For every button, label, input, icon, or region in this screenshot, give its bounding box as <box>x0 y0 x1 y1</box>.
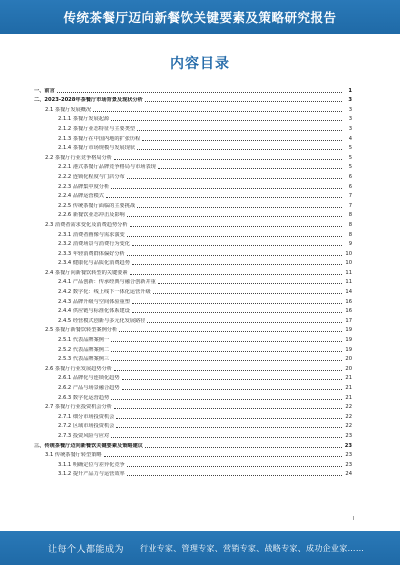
toc-entry[interactable] <box>34 151 352 161</box>
toc-entry-page: 7 <box>348 202 352 209</box>
toc-leader-dots <box>137 130 342 131</box>
toc-entry-title: 2.4.1 产品创新：传承经典与融合创新并重 <box>58 279 156 286</box>
toc-entry[interactable] <box>34 429 352 439</box>
toc-leader-dots <box>93 111 342 112</box>
toc-entry[interactable] <box>34 449 352 459</box>
toc-leader-dots <box>57 92 342 93</box>
toc-entry-page: 23 <box>344 442 352 449</box>
toc-entry-page: 23 <box>345 461 352 468</box>
toc-leader-dots <box>106 197 342 198</box>
toc-entry[interactable] <box>34 94 352 104</box>
toc-entry-title: 3.1.1 明确定位与差异化竞争 <box>58 461 125 468</box>
toc-entry-page: 8 <box>348 212 352 219</box>
toc-entry[interactable] <box>34 468 352 478</box>
toc-entry-title: 2.1.4 茶餐厅市场规模与发展现状 <box>58 145 136 152</box>
toc-leader-dots <box>130 226 342 227</box>
toc-entry[interactable] <box>34 180 352 190</box>
toc-entry[interactable] <box>34 238 352 248</box>
toc-leader-dots <box>132 312 342 313</box>
page-number: I <box>352 516 354 522</box>
toc-entry[interactable] <box>34 381 352 391</box>
table-of-contents <box>34 84 352 477</box>
report-title: 传统茶餐厅迈向新餐饮关键要素及策略研究报告 <box>63 10 337 25</box>
toc-entry-page: 10 <box>345 250 352 257</box>
toc-entry[interactable] <box>34 218 352 228</box>
toc-leader-dots <box>132 264 342 265</box>
toc-entry[interactable] <box>34 401 352 411</box>
toc-leader-dots <box>158 283 342 284</box>
toc-entry-title: 2.2.6 新餐饮业态冲击及影响 <box>58 212 125 219</box>
toc-entry-title: 2.3.2 消费场景与消费行为变化 <box>58 241 130 248</box>
toc-entry[interactable] <box>34 314 352 324</box>
toc-entry-title: 2.1.3 茶餐厅在中国内地的扩张历程 <box>58 135 141 142</box>
toc-entry[interactable] <box>34 285 352 295</box>
toc-entry[interactable] <box>34 324 352 334</box>
toc-entry-page: 9 <box>348 241 352 248</box>
toc-entry-title: 二、2023-2028年茶餐厅市场背景及现状分析 <box>34 97 143 104</box>
toc-leader-dots <box>127 236 342 237</box>
toc-entry[interactable] <box>34 142 352 152</box>
footer-experts: 行业专家、管理专家、营销专家、战略专家、成功企业家…… <box>140 543 365 553</box>
toc-entry-page: 19 <box>345 346 352 353</box>
toc-entry-page: 17 <box>345 317 352 324</box>
toc-entry-title: 2.4 茶餐厅向新餐饮转型的关键要素 <box>45 269 128 276</box>
toc-leader-dots <box>111 120 342 121</box>
toc-leader-dots <box>111 351 342 352</box>
toc-entry-title: 2.7.1 细分市场投资机会 <box>58 413 115 420</box>
toc-entry-page: 21 <box>345 375 352 382</box>
toc-entry-page: 6 <box>348 183 352 190</box>
toc-entry-title: 2.2.5 传统茶餐厅面临的主要挑战 <box>58 202 136 209</box>
toc-entry-page: 3 <box>348 125 352 132</box>
toc-entry-title: 2.6.2 产品与场景融合趋势 <box>58 385 120 391</box>
toc-leader-dots <box>122 389 342 390</box>
toc-entry-page: 24 <box>345 471 352 478</box>
toc-entry-title: 2.5.1 代表品牌案例一 <box>58 337 110 344</box>
toc-entry-page: 23 <box>345 452 352 459</box>
toc-entry[interactable] <box>34 295 352 305</box>
toc-entry-page: 21 <box>345 394 352 401</box>
toc-entry-title: 2.6.3 数字化运营趋势 <box>58 394 110 401</box>
toc-entry-page: 5 <box>348 145 352 152</box>
toc-entry[interactable] <box>34 439 352 449</box>
toc-entry-title: 2.6.1 品牌化与连锁化趋势 <box>58 375 120 382</box>
toc-leader-dots <box>111 399 342 400</box>
toc-entry[interactable] <box>34 333 352 343</box>
footer-banner <box>0 531 400 565</box>
toc-leader-dots <box>158 168 342 169</box>
toc-leader-dots <box>116 427 342 428</box>
toc-entry-page: 22 <box>345 404 352 411</box>
toc-leader-dots <box>122 379 342 380</box>
toc-entry-page: 3 <box>348 97 352 104</box>
toc-entry[interactable] <box>34 122 352 132</box>
toc-entry[interactable] <box>34 199 352 209</box>
toc-entry-title: 2.7 茶餐厅行业投资机会分析 <box>45 404 112 411</box>
toc-entry[interactable] <box>34 84 352 94</box>
toc-entry-page: 20 <box>345 356 352 363</box>
toc-entry[interactable] <box>34 276 352 286</box>
toc-entry[interactable] <box>34 103 352 113</box>
toc-entry[interactable] <box>34 247 352 257</box>
toc-entry[interactable] <box>34 266 352 276</box>
toc-leader-dots <box>111 188 342 189</box>
toc-entry-title: 2.7.2 区域市场投资机会 <box>58 423 115 430</box>
toc-entry-page: 5 <box>348 154 352 161</box>
toc-entry-page: 16 <box>345 298 352 305</box>
toc-entry-page: 23 <box>345 432 352 439</box>
toc-leader-dots <box>147 322 342 323</box>
toc-entry-page: 5 <box>348 164 352 171</box>
toc-leader-dots <box>127 466 342 467</box>
toc-heading: 内容目录 <box>170 56 230 72</box>
header-banner <box>0 0 400 34</box>
toc-entry-page: 10 <box>345 260 352 267</box>
toc-entry-title: 2.1.2 茶餐厅业态特征与主要类型 <box>58 125 136 132</box>
toc-leader-dots <box>132 303 342 304</box>
toc-entry-title: 2.4.4 供应链与标准化体系建设 <box>58 308 130 315</box>
toc-leader-dots <box>137 149 342 150</box>
toc-entry-title: 2.2.3 品牌集中度分析 <box>58 183 110 190</box>
toc-entry-page: 19 <box>345 327 352 334</box>
toc-entry-page: 14 <box>345 289 352 296</box>
toc-leader-dots <box>137 207 342 208</box>
toc-entry[interactable] <box>34 190 352 200</box>
toc-leader-dots <box>111 360 342 361</box>
toc-entry-title: 2.3.4 健康化与品质化消费趋势 <box>58 260 130 267</box>
toc-entry[interactable] <box>34 209 352 219</box>
toc-leader-dots <box>111 437 342 438</box>
toc-leader-dots <box>114 159 342 160</box>
toc-entry[interactable] <box>34 113 352 123</box>
toc-leader-dots <box>127 255 342 256</box>
toc-entry-page: 1 <box>348 87 352 94</box>
toc-entry-title: 2.1 茶餐厅发展概况 <box>45 106 92 113</box>
toc-leader-dots <box>127 475 342 476</box>
toc-entry-page: 11 <box>345 269 352 276</box>
toc-entry-title: 2.1.1 茶餐厅发展起源 <box>58 116 110 123</box>
toc-entry-page: 22 <box>345 423 352 430</box>
toc-entry-title: 2.2.4 品牌运营模式 <box>58 193 104 200</box>
toc-entry[interactable] <box>34 161 352 171</box>
toc-entry-title: 2.5 茶餐厅新餐饮转型案例分析 <box>45 327 118 334</box>
toc-entry-page: 3 <box>348 116 352 123</box>
toc-leader-dots <box>145 101 342 102</box>
toc-entry-page: 8 <box>348 231 352 238</box>
toc-entry[interactable] <box>34 228 352 238</box>
toc-entry-title: 2.5.2 代表品牌案例二 <box>58 346 110 353</box>
toc-leader-dots <box>142 140 342 141</box>
toc-entry-page: 20 <box>345 365 352 372</box>
toc-leader-dots <box>130 274 342 275</box>
toc-entry-page: 6 <box>348 173 352 180</box>
toc-entry-title: 2.4.2 数字化：线上线下一体化运营升级 <box>58 289 151 296</box>
toc-entry-title: 2.3.3 年轻消费群体偏好分析 <box>58 250 125 257</box>
toc-leader-dots <box>119 331 342 332</box>
toc-entry-page: 8 <box>348 221 352 228</box>
toc-leader-dots <box>132 245 342 246</box>
toc-entry-title: 3.1.2 提升产品力与运营效率 <box>58 471 125 478</box>
toc-entry-page: 16 <box>345 308 352 315</box>
toc-entry-page: 3 <box>348 106 352 113</box>
toc-entry-page: 21 <box>345 385 352 391</box>
toc-entry[interactable] <box>34 458 352 468</box>
toc-entry[interactable] <box>34 420 352 430</box>
toc-entry-title: 2.5.3 代表品牌案例三 <box>58 356 110 363</box>
toc-leader-dots <box>145 447 342 448</box>
toc-entry-title: 2.4.5 经营模式创新与多元化发展路径 <box>58 317 146 324</box>
toc-leader-dots <box>127 216 342 217</box>
toc-entry-page: 11 <box>345 279 352 286</box>
toc-entry-title: 2.2 茶餐厅行业竞争格局分析 <box>45 154 112 161</box>
toc-entry[interactable] <box>34 372 352 382</box>
toc-entry[interactable] <box>34 170 352 180</box>
toc-entry-title: 2.4.3 品牌升级与空间体验重塑 <box>58 298 130 305</box>
toc-entry[interactable] <box>34 257 352 267</box>
toc-leader-dots <box>111 341 342 342</box>
toc-leader-dots <box>116 418 342 419</box>
footer-slogan: 让每个人都能成为 <box>48 544 125 555</box>
toc-entry-title: 2.3 消费者需求变化及消费趋势分析 <box>45 221 128 228</box>
toc-entry-title: 3.1 传统茶餐厅转型策略 <box>45 452 102 459</box>
toc-entry[interactable] <box>34 305 352 315</box>
toc-entry-title: 2.6 茶餐厅行业发展趋势分析 <box>45 365 112 372</box>
toc-entry[interactable] <box>34 362 352 372</box>
toc-leader-dots <box>153 293 342 294</box>
toc-entry-page: 22 <box>345 413 352 420</box>
toc-entry-page: 19 <box>345 337 352 344</box>
toc-leader-dots <box>104 456 342 457</box>
toc-entry-title: 2.2.2 连锁化程度与门店分布 <box>58 173 125 180</box>
toc-entry[interactable] <box>34 391 352 401</box>
toc-leader-dots <box>114 408 342 409</box>
toc-leader-dots <box>114 370 342 371</box>
toc-entry-title: 一、前言 <box>34 87 55 94</box>
toc-entry-title: 2.7.3 投资风险与应对 <box>58 432 110 439</box>
toc-entry-page: 7 <box>348 193 352 200</box>
toc-entry[interactable] <box>34 353 352 363</box>
toc-entry[interactable] <box>34 410 352 420</box>
toc-entry[interactable] <box>34 132 352 142</box>
toc-entry-title: 三、传统茶餐厅迈向新餐饮关键要素及策略建议 <box>34 442 143 449</box>
toc-entry-title: 2.2.1 港式茶餐厅品牌竞争格局与市场表现 <box>58 164 156 171</box>
toc-entry[interactable] <box>34 343 352 353</box>
toc-entry-page: 4 <box>348 135 352 142</box>
toc-leader-dots <box>127 178 342 179</box>
toc-entry-title: 2.3.1 消费者画像与需求演变 <box>58 231 125 238</box>
